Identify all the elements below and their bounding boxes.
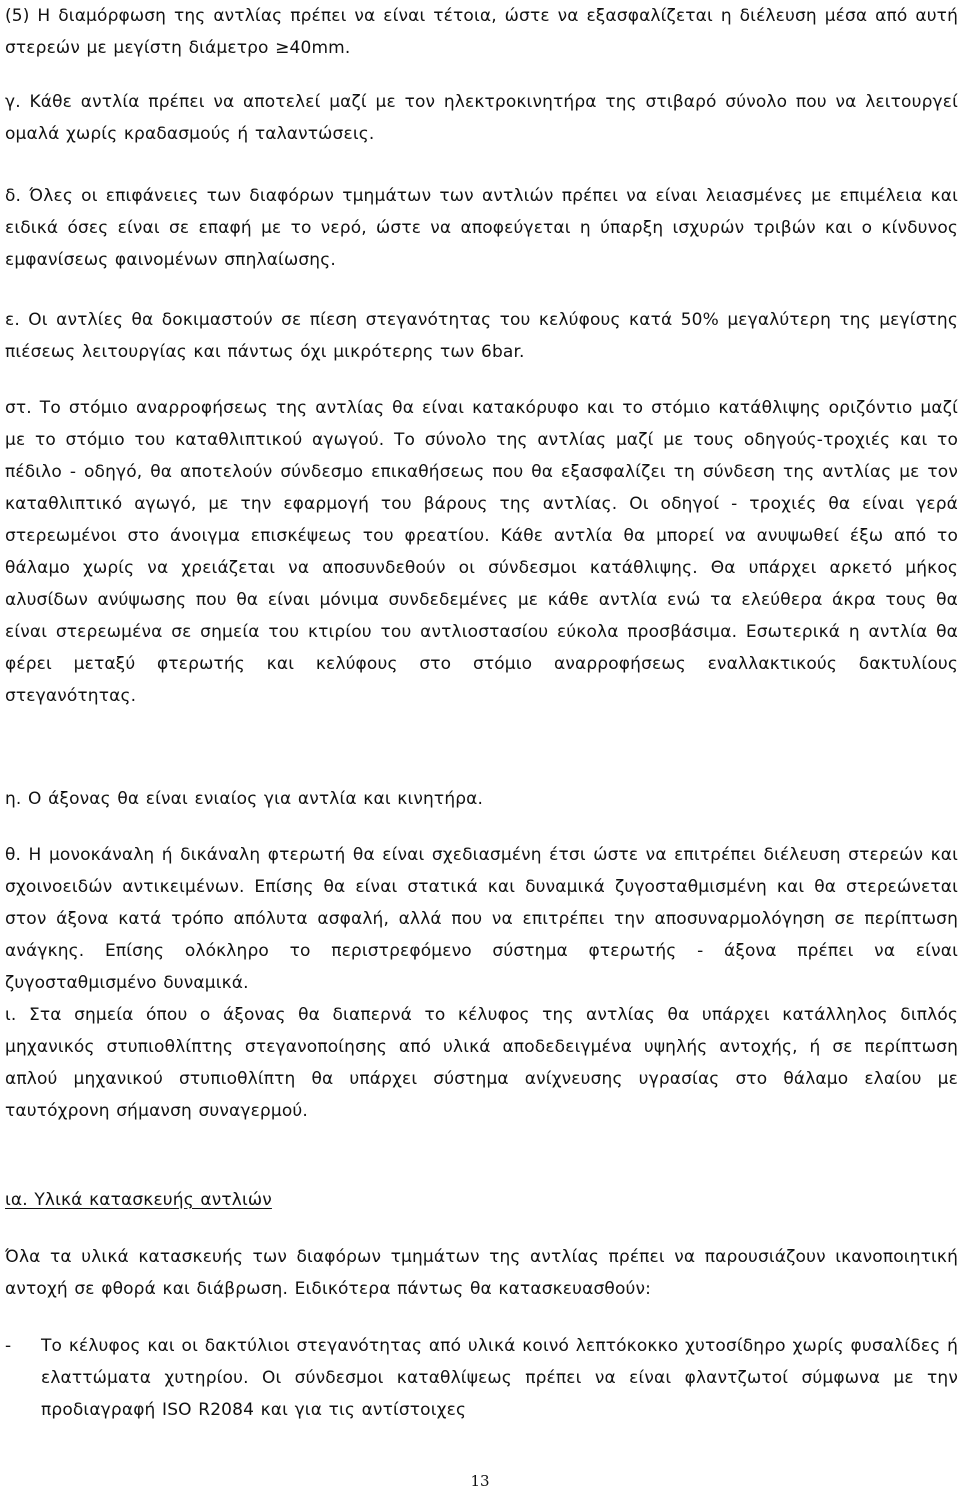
page-number: 13 (470, 1472, 490, 1490)
paragraph-eta: η. Ο άξονας θα είναι ενιαίος για αντλία και κινητήρα. (5, 789, 484, 809)
section-intro: Όλα τα υλικά κατασκευής των διαφόρων τμημάτων της αντλίας πρέπει να παρουσιάζουν ικανοποιητική αντοχή σε φθορά και διάβρωση. Ειδικότερα πάντως θα κατασκευασθούν: (5, 1247, 958, 1299)
section-heading: ια. Υλικά κατασκευής αντλιών (5, 1190, 272, 1210)
paragraph-stigma: στ. Το στόμιο αναρροφήσεως της αντλίας θα είναι κατακόρυφο και το στόμιο κατάθλιψης οριζόντιο μαζί με το στόμιο του καταθλιπτικού αγωγού. Το σύνολο της αντλίας μαζί με τους οδηγούς-τροχιές και το πέδιλο - οδηγό, θα αποτελούν σύνδεσμο επικαθήσεως που θα εξασφαλίζει τη σύνδεση της αντλίας με τον καταθλιπτικό αγωγό, με την εφαρμογή του βάρους της αντλίας. Οι οδηγοί - τροχιές θα είναι γερά στερεωμένοι στο άνοιγμα επισκέψεως του φρεατίου. Κάθε αντλία θα μπορεί να ανυψωθεί έξω από το θάλαμο χωρίς να χρειάζεται να αποσυνδεθούν οι σύνδεσμοι κατάθλιψης. Θα υπάρχει αρκετό μήκος αλυσίδων ανύψωσης που θα είναι μόνιμα συνδεδεμένες με κάθε αντλία ενώ τα ελεύθερα άκρα τους θα είναι στερεωμένα σε σημεία του κτιρίου του αντλιοστασίου εύκολα προσβάσιμα. Εσωτερικά η αντλία θα φέρει μεταξύ φτερωτής και κελύφους στο στόμιο αναρροφήσεως εναλλακτικούς δακτυλίους στεγανότητας. (5, 398, 958, 706)
paragraph-delta: δ. Όλες οι επιφάνειες των διαφόρων τμημάτων των αντλιών πρέπει να είναι λειασμένες με επιμέλεια και ειδικά όσες είναι σε επαφή με το νερό, ώστε να αποφεύγεται η ύπαρξη ισχυρών τριβών και ο κίνδυνος εμφανίσεως φαινομένων σπηλαίωσης. (5, 186, 958, 270)
paragraph-iota: ι. Στα σημεία όπου ο άξονας θα διαπερνά το κέλυφος της αντλίας θα υπάρχει κατάλληλος διπλός μηχανικός στυπιοθλίπτης στεγανοποίησης από υλικά αποδεδειγμένα υψηλής αντοχής, ή σε περίπτωση απλού μηχανικού στυπιοθλίπτη θα υπάρχει σύστημα ανίχνευσης υγρασίας στο θάλαμο ελαίου με ταυτόχρονη σήμανση συναγερμού. (5, 1005, 958, 1121)
paragraph-5: (5) Η διαμόρφωση της αντλίας πρέπει να είναι τέτοια, ώστε να εξασφαλίζεται η διέλευση μέσα από αυτή στερεών με μεγίστη διάμετρο ≥40mm. (5, 6, 958, 58)
paragraph-theta: θ. Η μονοκάναλη ή δικάναλη φτερωτή θα είναι σχεδιασμένη έτσι ώστε να επιτρέπει διέλευση στερεών και σχοινοειδών αντικειμένων. Επίσης θα είναι στατικά και δυναμικά ζυγοσταθμισμένη και θα στερεώνεται στον άξονα κατά τρόπο απόλυτα ασφαλή, αλλά που να επιτρέπει την αποσυναρμολόγηση σε περίπτωση ανάγκης. Επίσης ολόκληρο το περιστρεφόμενο σύστημα φτερωτής - άξονα πρέπει να είναι ζυγοσταθμισμένο δυναμικά. (5, 845, 958, 993)
list-item-text: Το κέλυφος και οι δακτύλιοι στεγανότητας από υλικά κοινό λεπτόκοκκο χυτοσίδηρο χωρίς φυσαλίδες ή ελαττώματα χυτηρίου. Οι σύνδεσμοι καταθλίψεως πρέπει να είναι φλαντζωτοί σύμφωνα με την προδιαγραφή ISO R2084 και για τις αντίστοιχες (41, 1336, 958, 1420)
paragraph-epsilon: ε. Οι αντλίες θα δοκιμαστούν σε πίεση στεγανότητας του κελύφους κατά 50% μεγαλύτερη της μεγίστης πιέσεως λειτουργίας και πάντως όχι μικρότερης των 6bar. (5, 310, 958, 362)
list-item-marker: - (5, 1336, 12, 1356)
paragraph-gamma: γ. Κάθε αντλία πρέπει να αποτελεί μαζί με τον ηλεκτροκινητήρα της στιβαρό σύνολο που να λειτουργεί ομαλά χωρίς κραδασμούς ή ταλαντώσεις. (5, 92, 958, 144)
